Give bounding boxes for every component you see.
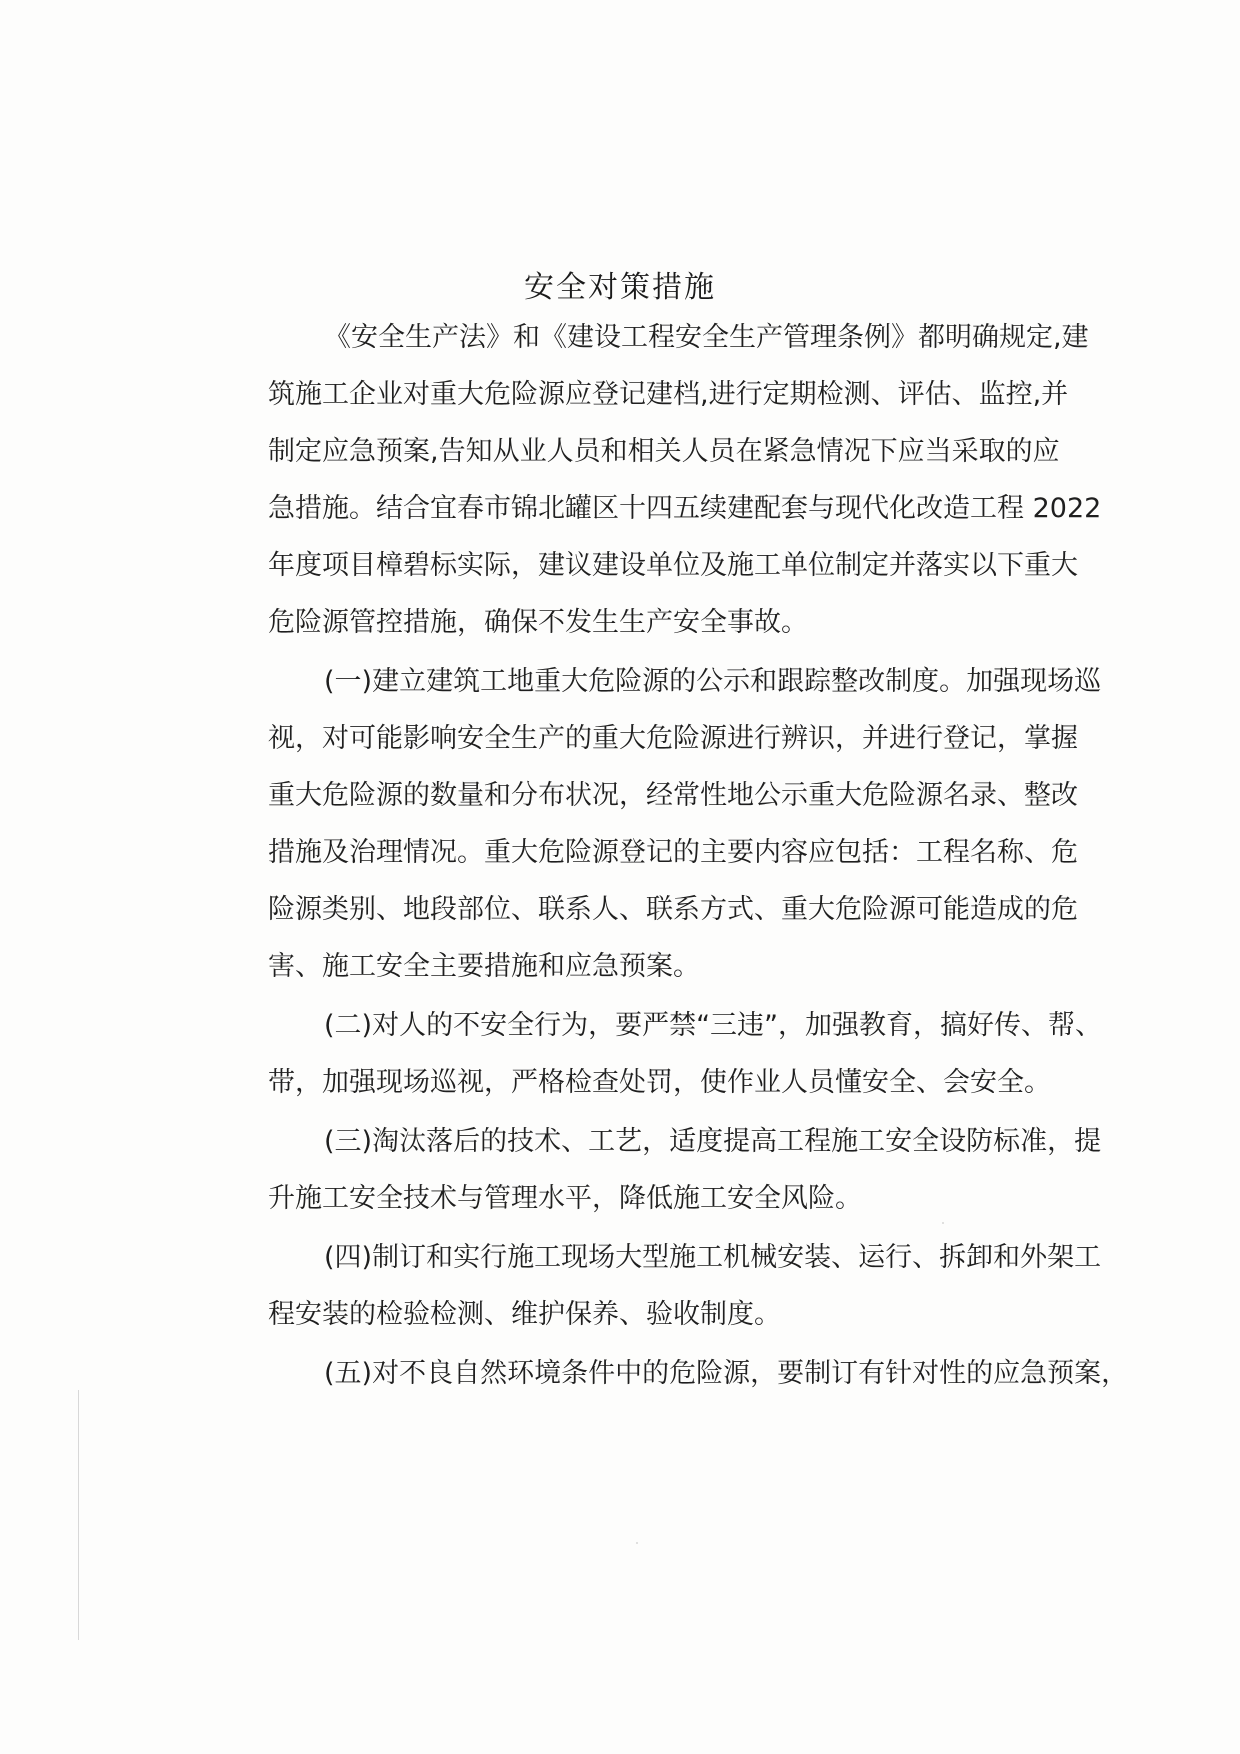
paragraph-line: 措施及治理情况。重大危险源登记的主要内容应包括：工程名称、危 (268, 837, 1078, 868)
paragraph-line: 筑施工企业对重大危险源应登记建档,进行定期检测、评估、监控,并 (268, 379, 1069, 410)
scan-margin-line (78, 1390, 79, 1640)
paragraph-line: (三)淘汰落后的技术、工艺，适度提高工程施工安全设防标准，提 (324, 1126, 1102, 1157)
paragraph-line: 急措施。结合宜春市锦北罐区十四五续建配套与现代化改造工程 2022 (268, 493, 1102, 524)
scan-speck (942, 1222, 944, 1224)
scan-speck (636, 1542, 638, 1544)
paragraph-line: 年度项目樟碧标实际，建议建设单位及施工单位制定并落实以下重大 (268, 550, 1078, 581)
paragraph-line: 《安全生产法》和《建设工程安全生产管理条例》都明确规定,建 (324, 322, 1089, 353)
paragraph-line: 升施工安全技术与管理水平，降低施工安全风险。 (268, 1183, 862, 1214)
paragraph-line: 程安装的检验检测、维护保养、验收制度。 (268, 1299, 781, 1330)
paragraph-line: (五)对不良自然环境条件中的危险源，要制订有针对性的应急预案， (324, 1358, 1129, 1389)
paragraph-line: 视，对可能影响安全生产的重大危险源进行辨识，并进行登记，掌握 (268, 723, 1078, 754)
paragraph-line: 制定应急预案,告知从业人员和相关人员在紧急情况下应当采取的应 (268, 436, 1060, 467)
document-title: 安全对策措施 (524, 270, 716, 305)
paragraph-line: (四)制订和实行施工现场大型施工机械安装、运行、拆卸和外架工 (324, 1242, 1102, 1273)
paragraph-line: 带，加强现场巡视，严格检查处罚，使作业人员懂安全、会安全。 (268, 1067, 1051, 1098)
paragraph-line: 害、施工安全主要措施和应急预案。 (268, 951, 700, 982)
paragraph-line: (二)对人的不安全行为，要严禁“三违”，加强教育，搞好传、帮、 (324, 1010, 1103, 1041)
paragraph-line: 危险源管控措施，确保不发生生产安全事故。 (268, 607, 808, 638)
paragraph-line: 重大危险源的数量和分布状况，经常性地公示重大危险源名录、整改 (268, 780, 1078, 811)
paragraph-line: (一)建立建筑工地重大危险源的公示和跟踪整改制度。加强现场巡 (324, 666, 1102, 697)
paragraph-line: 险源类别、地段部位、联系人、联系方式、重大危险源可能造成的危 (268, 894, 1078, 925)
